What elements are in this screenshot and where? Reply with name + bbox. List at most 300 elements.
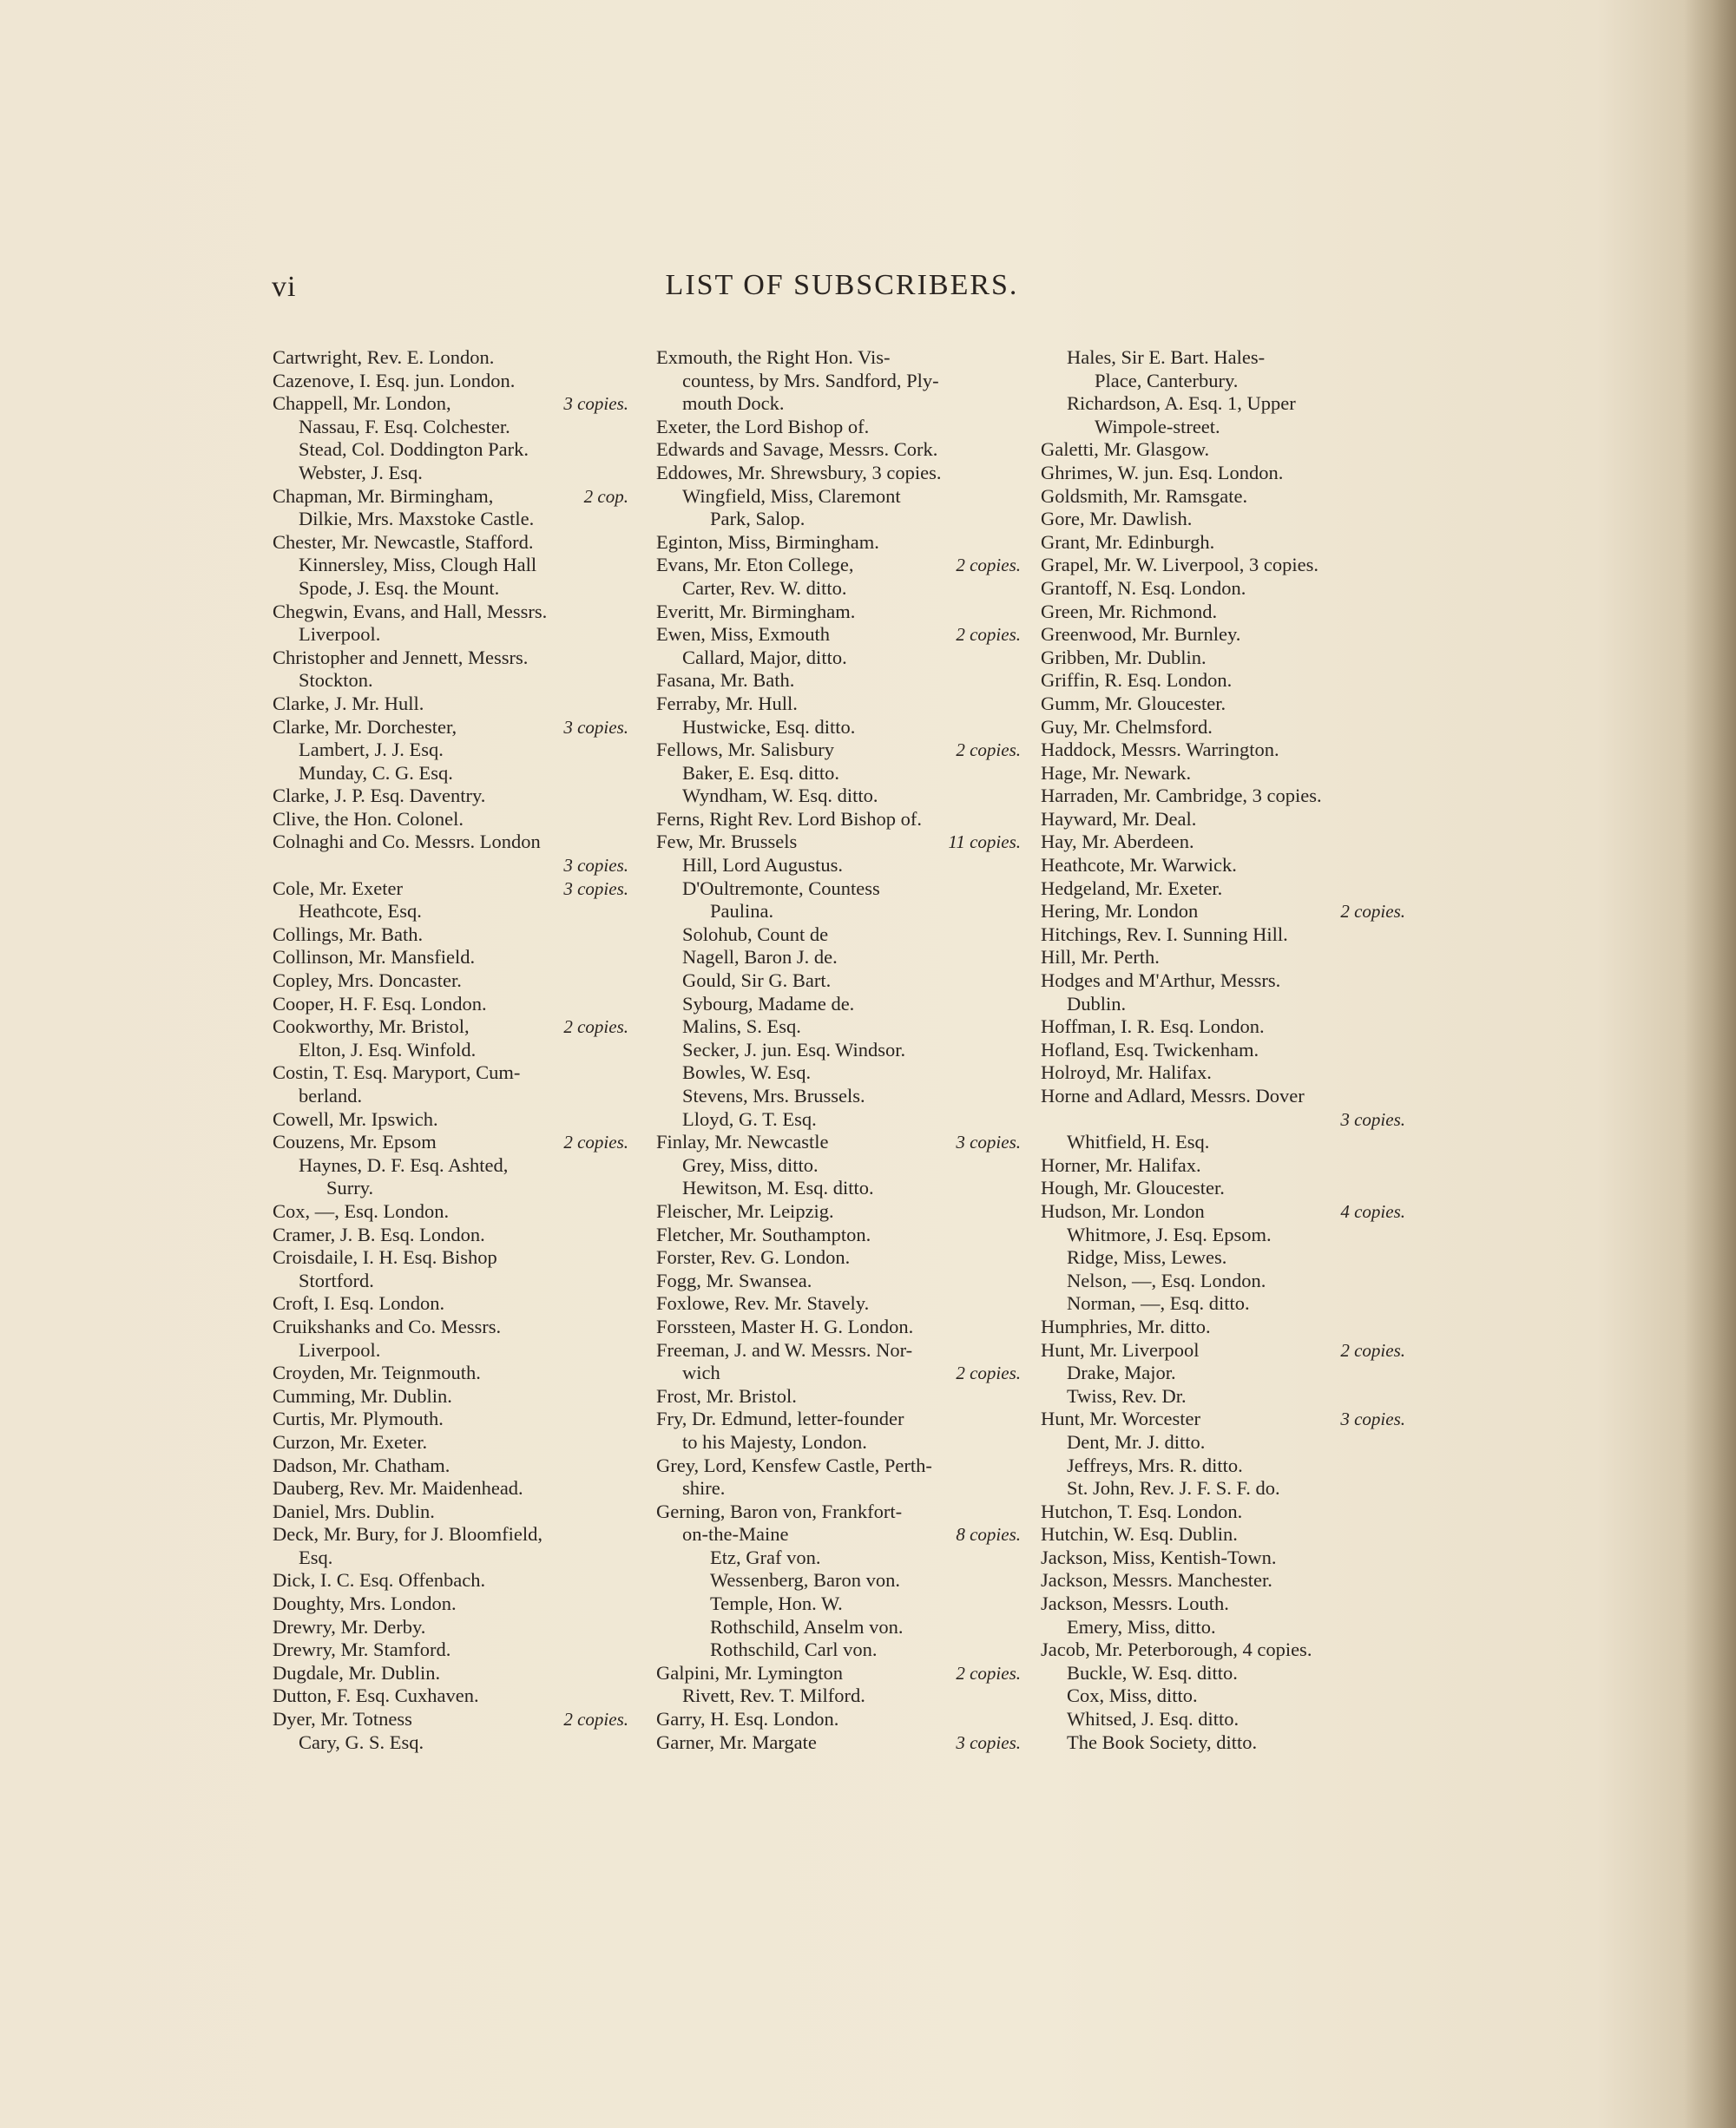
subscriber-line	[656, 1431, 1021, 1455]
subscriber-text: Rothschild, Anselm von.	[710, 1615, 904, 1638]
subscriber-line	[273, 462, 628, 485]
subscriber-line	[656, 346, 1021, 370]
subscriber-text: Hering, Mr. London	[1041, 900, 1199, 923]
subscriber-line	[656, 1131, 1021, 1154]
subscriber-line	[1041, 1061, 1405, 1085]
subscriber-text: Forster, Rev. G. London.	[656, 1246, 851, 1269]
subscriber-text: Grantoff, N. Esq. London.	[1041, 576, 1246, 599]
subscriber-line	[1041, 392, 1405, 416]
subscriber-line	[273, 993, 628, 1016]
subscriber-text: Elton, J. Esq. Winfold.	[299, 1038, 477, 1061]
subscriber-text: Clarke, Mr. Dorchester,	[273, 715, 457, 738]
subscriber-line	[273, 808, 628, 831]
subscriber-text: Esq.	[299, 1546, 333, 1568]
subscriber-line	[656, 808, 1021, 831]
copies-note: 3 copies.	[563, 716, 628, 738]
subscriber-text: Hustwicke, Esq. ditto.	[682, 715, 856, 738]
subscriber-line	[1041, 1523, 1405, 1547]
subscriber-line	[656, 1523, 1021, 1547]
subscriber-text: Chegwin, Evans, and Hall, Messrs.	[273, 600, 548, 622]
subscriber-text: Croft, I. Esq. London.	[273, 1292, 445, 1315]
subscriber-text: Webster, J. Esq.	[299, 461, 423, 483]
subscriber-line	[273, 923, 628, 947]
subscriber-line	[1041, 1292, 1405, 1316]
subscriber-text: Drewry, Mr. Derby.	[273, 1615, 426, 1638]
subscriber-line	[273, 1270, 628, 1293]
subscriber-text: Green, Mr. Richmond.	[1041, 600, 1218, 622]
subscriber-text: Dilkie, Mrs. Maxstoke Castle.	[299, 508, 535, 530]
subscriber-line	[656, 762, 1021, 785]
subscriber-text: Hutchon, T. Esq. London.	[1041, 1500, 1243, 1522]
subscriber-text: Callard, Major, ditto.	[682, 646, 847, 668]
subscriber-line	[273, 1015, 628, 1039]
subscriber-text: Fleischer, Mr. Leipzig.	[656, 1199, 834, 1222]
subscriber-text: Ewen, Miss, Exmouth	[656, 623, 830, 646]
subscriber-text: Ghrimes, W. jun. Esq. London.	[1041, 461, 1284, 483]
subscriber-line	[273, 1501, 628, 1524]
subscriber-line	[1041, 1246, 1405, 1270]
subscriber-line	[656, 716, 1021, 739]
subscriber-line	[273, 946, 628, 969]
subscriber-text: Dent, Mr. J. ditto.	[1067, 1430, 1206, 1453]
subscriber-text: Drewry, Mr. Stamford.	[273, 1639, 451, 1661]
subscriber-line	[273, 1292, 628, 1316]
subscriber-text: Cumming, Mr. Dublin.	[273, 1384, 452, 1407]
subscriber-line	[656, 370, 1021, 393]
subscriber-text: Twiss, Rev. Dr.	[1067, 1384, 1187, 1407]
subscriber-line	[273, 1547, 628, 1570]
subscriber-line	[656, 1662, 1021, 1685]
subscriber-line	[656, 1731, 1021, 1755]
subscriber-text: Fogg, Mr. Swansea.	[656, 1269, 812, 1291]
subscriber-line	[1041, 1108, 1405, 1132]
subscriber-text: Exmouth, the Right Hon. Vis-	[656, 346, 891, 368]
subscriber-line	[273, 370, 628, 393]
subscriber-text: Malins, S. Esq.	[682, 1015, 801, 1038]
subscriber-line	[1041, 1270, 1405, 1293]
subscriber-text: Chester, Mr. Newcastle, Stafford.	[273, 530, 534, 553]
subscriber-text: Foxlowe, Rev. Mr. Stavely.	[656, 1292, 870, 1315]
subscriber-text: Gribben, Mr. Dublin.	[1041, 646, 1207, 668]
subscriber-line	[273, 623, 628, 647]
subscriber-line	[656, 877, 1021, 901]
subscriber-text: Gore, Mr. Dawlish.	[1041, 508, 1193, 530]
subscriber-text: Garner, Mr. Margate	[656, 1731, 817, 1753]
subscriber-text: Few, Mr. Brussels	[656, 831, 798, 853]
page-number: vi	[272, 271, 297, 303]
subscriber-text: Hough, Mr. Gloucester.	[1041, 1177, 1225, 1199]
subscriber-text: Wyndham, W. Esq. ditto.	[682, 785, 878, 807]
subscriber-text: Greenwood, Mr. Burnley.	[1041, 623, 1241, 646]
subscriber-text: Cookworthy, Mr. Bristol,	[273, 1015, 470, 1038]
subscriber-line	[273, 1039, 628, 1062]
subscriber-text: Cox, —, Esq. London.	[273, 1199, 450, 1222]
subscriber-line	[656, 1246, 1021, 1270]
subscriber-text: Grey, Miss, ditto.	[682, 1153, 819, 1176]
subscriber-text: Humphries, Mr. ditto.	[1041, 1315, 1211, 1337]
subscriber-line	[1041, 1362, 1405, 1385]
subscriber-text: Hill, Lord Augustus.	[682, 854, 844, 877]
subscriber-line	[273, 877, 628, 901]
subscriber-text: Guy, Mr. Chelmsford.	[1041, 715, 1213, 738]
subscriber-text: Jackson, Messrs. Louth.	[1041, 1593, 1229, 1615]
subscriber-line	[1041, 1662, 1405, 1685]
subscriber-line	[273, 1131, 628, 1154]
subscriber-line	[656, 1385, 1021, 1409]
subscriber-line	[273, 716, 628, 739]
copies-note: 2 copies.	[563, 1016, 628, 1038]
subscriber-text: Dick, I. C. Esq. Offenbach.	[273, 1569, 486, 1592]
subscriber-line	[273, 900, 628, 923]
subscriber-text: Cruikshanks and Co. Messrs.	[273, 1315, 502, 1337]
subscriber-text: Jackson, Miss, Kentish-Town.	[1041, 1546, 1277, 1568]
subscriber-text: Surry.	[326, 1177, 374, 1199]
subscriber-line	[656, 1224, 1021, 1247]
subscriber-line	[656, 623, 1021, 647]
subscriber-line	[656, 1501, 1021, 1524]
subscriber-text: Cazenove, I. Esq. jun. London.	[273, 369, 516, 391]
subscriber-text: Collinson, Mr. Mansfield.	[273, 946, 476, 969]
subscriber-text: Hage, Mr. Newark.	[1041, 761, 1192, 784]
subscriber-text: Evans, Mr. Eton College,	[656, 554, 854, 576]
subscriber-line	[656, 577, 1021, 601]
subscriber-line	[656, 416, 1021, 439]
subscriber-text: Eddowes, Mr. Shrewsbury, 3 copies.	[656, 461, 942, 483]
subscriber-line	[1041, 577, 1405, 601]
subscriber-text: Gerning, Baron von, Frankfort-	[656, 1500, 903, 1522]
copies-note: 2 copies.	[956, 739, 1021, 761]
subscriber-line	[656, 1292, 1021, 1316]
copies-note: 2 copies.	[563, 1709, 628, 1731]
subscriber-text: Emery, Miss, ditto.	[1067, 1615, 1216, 1638]
subscriber-line	[273, 1639, 628, 1662]
copies-note: 2 copies.	[1340, 1339, 1405, 1361]
subscriber-line	[1041, 1708, 1405, 1731]
subscriber-text: Sybourg, Madame de.	[682, 992, 855, 1015]
subscriber-line	[1041, 669, 1405, 693]
subscriber-line	[273, 1455, 628, 1478]
subscriber-text: Dadson, Mr. Chatham.	[273, 1454, 450, 1476]
subscriber-line	[273, 1177, 628, 1200]
subscriber-line	[273, 1685, 628, 1708]
subscriber-text: Ridge, Miss, Lewes.	[1067, 1246, 1227, 1269]
subscriber-line	[1041, 693, 1405, 716]
subscriber-line	[656, 1685, 1021, 1708]
subscriber-text: Exeter, the Lord Bishop of.	[656, 415, 870, 437]
subscriber-line	[656, 854, 1021, 877]
subscriber-text: Nassau, F. Esq. Colchester.	[299, 415, 510, 437]
subscriber-line	[656, 1569, 1021, 1593]
subscriber-text: Croisdaile, I. H. Esq. Bishop	[273, 1246, 497, 1269]
subscriber-text: Hitchings, Rev. I. Sunning Hill.	[1041, 923, 1288, 945]
subscriber-column-3	[1041, 346, 1405, 1754]
subscriber-text: Horner, Mr. Halifax.	[1041, 1153, 1201, 1176]
subscriber-text: Cowell, Mr. Ipswich.	[273, 1107, 438, 1130]
subscriber-line	[1041, 1477, 1405, 1501]
subscriber-line	[656, 1616, 1021, 1639]
subscriber-line	[273, 647, 628, 670]
subscriber-line	[1041, 785, 1405, 808]
subscriber-line	[656, 1639, 1021, 1662]
subscriber-line	[273, 1200, 628, 1224]
subscriber-text: Wimpole-street.	[1095, 415, 1220, 437]
subscriber-line	[656, 900, 1021, 923]
subscriber-text: Couzens, Mr. Epsom	[273, 1131, 437, 1153]
subscriber-line	[273, 531, 628, 555]
subscriber-text: Galpini, Mr. Lymington	[656, 1661, 844, 1684]
subscriber-line	[1041, 647, 1405, 670]
subscriber-text: Clarke, J. Mr. Hull.	[273, 692, 424, 714]
copies-note: 2 copies.	[956, 1363, 1021, 1384]
subscriber-text: Kinnersley, Miss, Clough Hall	[299, 554, 537, 576]
subscriber-text: berland.	[299, 1085, 363, 1107]
subscriber-line	[656, 739, 1021, 762]
subscriber-text: Secker, J. jun. Esq. Windsor.	[682, 1038, 906, 1061]
subscriber-line	[656, 1339, 1021, 1363]
subscriber-text: Harraden, Mr. Cambridge, 3 copies.	[1041, 785, 1322, 807]
subscriber-text: Ferraby, Mr. Hull.	[656, 692, 798, 714]
subscriber-line	[273, 785, 628, 808]
subscriber-text: Hunt, Mr. Worcester	[1041, 1408, 1200, 1430]
subscriber-line	[1041, 762, 1405, 785]
subscriber-line	[273, 1431, 628, 1455]
subscriber-text: Richardson, A. Esq. 1, Upper	[1067, 392, 1296, 415]
subscriber-line	[1041, 739, 1405, 762]
subscriber-text: Dublin.	[1067, 992, 1127, 1015]
subscriber-line	[656, 1477, 1021, 1501]
subscriber-line	[656, 462, 1021, 485]
subscriber-line	[1041, 854, 1405, 877]
subscriber-text: Colnaghi and Co. Messrs. London	[273, 831, 541, 853]
subscriber-text: wich	[682, 1362, 720, 1384]
subscriber-line	[656, 785, 1021, 808]
subscriber-line	[1041, 1131, 1405, 1154]
subscriber-line	[1041, 416, 1405, 439]
subscriber-text: Freeman, J. and W. Messrs. Nor-	[656, 1338, 913, 1361]
subscriber-line	[1041, 346, 1405, 370]
subscriber-text: Horne and Adlard, Messrs. Dover	[1041, 1085, 1305, 1107]
subscriber-line	[273, 854, 628, 877]
subscriber-text: Rivett, Rev. T. Milford.	[682, 1685, 865, 1707]
copies-note: 3 copies.	[956, 1132, 1021, 1153]
subscriber-line	[273, 762, 628, 785]
subscriber-line	[1041, 831, 1405, 854]
subscriber-text: Everitt, Mr. Birmingham.	[656, 600, 856, 622]
subscriber-text: Whitsed, J. Esq. ditto.	[1067, 1708, 1240, 1731]
subscriber-text: Dugdale, Mr. Dublin.	[273, 1661, 441, 1684]
subscriber-text: Grey, Lord, Kensfew Castle, Perth-	[656, 1454, 932, 1476]
subscriber-line	[1041, 993, 1405, 1016]
subscriber-line	[273, 1731, 628, 1755]
subscriber-line	[1041, 1455, 1405, 1478]
running-head: LIST OF SUBSCRIBERS.	[665, 269, 1019, 301]
subscriber-line	[1041, 601, 1405, 624]
subscriber-text: Daniel, Mrs. Dublin.	[273, 1500, 435, 1522]
subscriber-line	[1041, 1224, 1405, 1247]
subscriber-line	[656, 601, 1021, 624]
subscriber-line	[1041, 438, 1405, 462]
subscriber-text: Nagell, Baron J. de.	[682, 946, 838, 969]
subscriber-text: Dyer, Mr. Totness	[273, 1708, 412, 1731]
subscriber-text: Norman, —, Esq. ditto.	[1067, 1292, 1250, 1315]
copies-note: 2 copies.	[1340, 901, 1405, 923]
subscriber-text: Gould, Sir G. Bart.	[682, 969, 832, 992]
subscriber-line	[1041, 808, 1405, 831]
subscriber-text: Solohub, Count de	[682, 923, 829, 945]
subscriber-text: Griffin, R. Esq. London.	[1041, 669, 1233, 692]
subscriber-line	[273, 1523, 628, 1547]
subscriber-text: Jeffreys, Mrs. R. ditto.	[1067, 1454, 1243, 1476]
subscriber-text: Heathcote, Mr. Warwick.	[1041, 854, 1237, 877]
subscriber-line	[1041, 508, 1405, 531]
subscriber-text: Hofland, Esq. Twickenham.	[1041, 1038, 1259, 1061]
subscriber-line	[1041, 462, 1405, 485]
subscriber-line	[273, 577, 628, 601]
copies-note: 2 cop.	[583, 485, 628, 507]
subscriber-text: Edwards and Savage, Messrs. Cork.	[656, 438, 938, 461]
subscriber-line	[1041, 370, 1405, 393]
subscriber-line	[273, 831, 628, 854]
subscriber-line	[1041, 1200, 1405, 1224]
subscriber-text: Croyden, Mr. Teignmouth.	[273, 1362, 481, 1384]
subscriber-line	[1041, 900, 1405, 923]
subscriber-line	[656, 1708, 1021, 1731]
subscriber-text: Jacob, Mr. Peterborough, 4 copies.	[1041, 1639, 1312, 1661]
subscriber-text: Ferns, Right Rev. Lord Bishop of.	[656, 807, 923, 830]
subscriber-line	[273, 1246, 628, 1270]
subscriber-line	[656, 1154, 1021, 1178]
subscriber-line	[656, 1270, 1021, 1293]
subscriber-column-2	[656, 346, 1021, 1754]
subscriber-text: Baker, E. Esq. ditto.	[682, 761, 839, 784]
subscriber-line	[273, 969, 628, 993]
subscriber-column-1	[273, 346, 628, 1754]
subscriber-line	[656, 1408, 1021, 1431]
subscriber-text: Grapel, Mr. W. Liverpool, 3 copies.	[1041, 554, 1318, 576]
subscriber-text: Haynes, D. F. Esq. Ashted,	[299, 1153, 509, 1176]
subscriber-text: Buckle, W. Esq. ditto.	[1067, 1661, 1238, 1684]
subscriber-line	[656, 1200, 1021, 1224]
subscriber-text: Hudson, Mr. London	[1041, 1199, 1205, 1222]
subscriber-text: Hales, Sir E. Bart. Hales-	[1067, 346, 1266, 368]
subscriber-text: Fletcher, Mr. Southampton.	[656, 1223, 871, 1245]
subscriber-line	[273, 346, 628, 370]
subscriber-line	[1041, 1569, 1405, 1593]
subscriber-line	[656, 1455, 1021, 1478]
subscriber-text: Hill, Mr. Perth.	[1041, 946, 1160, 969]
subscriber-line	[273, 1154, 628, 1178]
subscriber-text: Cox, Miss, ditto.	[1067, 1685, 1198, 1707]
subscriber-text: Wessenberg, Baron von.	[710, 1569, 900, 1592]
subscriber-text: Hewitson, M. Esq. ditto.	[682, 1177, 874, 1199]
copies-note: 2 copies.	[563, 1132, 628, 1153]
subscriber-text: Goldsmith, Mr. Ramsgate.	[1041, 484, 1248, 507]
subscriber-line	[273, 739, 628, 762]
subscriber-line	[656, 554, 1021, 577]
subscriber-text: Temple, Hon. W.	[710, 1593, 843, 1615]
subscriber-text: Wingfield, Miss, Claremont	[682, 484, 901, 507]
subscriber-line	[1041, 1501, 1405, 1524]
subscriber-line	[1041, 969, 1405, 993]
subscriber-line	[1041, 1685, 1405, 1708]
subscriber-line	[656, 1015, 1021, 1039]
subscriber-line	[656, 1593, 1021, 1616]
subscriber-line	[273, 1224, 628, 1247]
subscriber-line	[273, 438, 628, 462]
copies-note: 4 copies.	[1340, 1200, 1405, 1222]
subscriber-text: Munday, C. G. Esq.	[299, 761, 453, 784]
subscriber-line	[1041, 1339, 1405, 1363]
copies-note: 3 copies.	[563, 393, 628, 415]
subscriber-line	[273, 416, 628, 439]
subscriber-text: Stevens, Mrs. Brussels.	[682, 1085, 865, 1107]
subscriber-line	[656, 693, 1021, 716]
subscriber-line	[273, 554, 628, 577]
subscriber-line	[1041, 877, 1405, 901]
copies-note: 3 copies.	[563, 877, 628, 899]
subscriber-line	[656, 946, 1021, 969]
subscriber-line	[1041, 1385, 1405, 1409]
subscriber-text: Forssteen, Master H. G. London.	[656, 1315, 914, 1337]
subscriber-text: Finlay, Mr. Newcastle	[656, 1131, 829, 1153]
subscriber-text: Copley, Mrs. Doncaster.	[273, 969, 462, 992]
subscriber-line	[656, 392, 1021, 416]
subscriber-line	[273, 1085, 628, 1108]
subscriber-line	[656, 923, 1021, 947]
subscriber-text: Stockton.	[299, 669, 373, 692]
subscriber-line	[273, 1708, 628, 1731]
subscriber-text: Collings, Mr. Bath.	[273, 923, 424, 945]
subscriber-text: Nelson, —, Esq. London.	[1067, 1269, 1266, 1291]
subscriber-text: Stortford.	[299, 1269, 374, 1291]
subscriber-text: Stead, Col. Doddington Park.	[299, 438, 529, 461]
subscriber-text: Eginton, Miss, Birmingham.	[656, 530, 879, 553]
subscriber-text: Doughty, Mrs. London.	[273, 1593, 457, 1615]
subscriber-text: to his Majesty, London.	[682, 1430, 867, 1453]
subscriber-line	[656, 831, 1021, 854]
copies-note: 2 copies.	[956, 555, 1021, 576]
subscriber-line	[656, 1061, 1021, 1085]
subscriber-text: on-the-Maine	[682, 1523, 789, 1546]
subscriber-text: Hunt, Mr. Liverpool	[1041, 1338, 1200, 1361]
subscriber-line	[1041, 1177, 1405, 1200]
subscriber-line	[1041, 1731, 1405, 1755]
subscriber-text: Haddock, Messrs. Warrington.	[1041, 739, 1279, 761]
subscriber-line	[656, 647, 1021, 670]
subscriber-line	[273, 1385, 628, 1409]
copies-note: 2 copies.	[956, 624, 1021, 646]
subscriber-text: Etz, Graf von.	[710, 1546, 821, 1568]
subscriber-text: Hay, Mr. Aberdeen.	[1041, 831, 1194, 853]
subscriber-line	[273, 1362, 628, 1385]
subscriber-text: Heathcote, Esq.	[299, 900, 422, 923]
subscriber-text: Hutchin, W. Esq. Dublin.	[1041, 1523, 1238, 1546]
subscriber-text: Liverpool.	[299, 623, 381, 646]
subscriber-line	[1041, 946, 1405, 969]
subscriber-text: Deck, Mr. Bury, for J. Bloomfield,	[273, 1523, 543, 1546]
copies-note: 3 copies.	[956, 1731, 1021, 1753]
subscriber-text: Cary, G. S. Esq.	[299, 1731, 424, 1753]
subscriber-line	[1041, 716, 1405, 739]
subscriber-line	[273, 1316, 628, 1339]
subscriber-text: St. John, Rev. J. F. S. F. do.	[1067, 1477, 1280, 1500]
subscriber-text: Whitmore, J. Esq. Epsom.	[1067, 1223, 1272, 1245]
subscriber-line	[1041, 1593, 1405, 1616]
subscriber-text: Drake, Major.	[1067, 1362, 1176, 1384]
subscriber-line	[1041, 1316, 1405, 1339]
copies-note: 8 copies.	[956, 1524, 1021, 1546]
subscriber-line	[1041, 485, 1405, 509]
